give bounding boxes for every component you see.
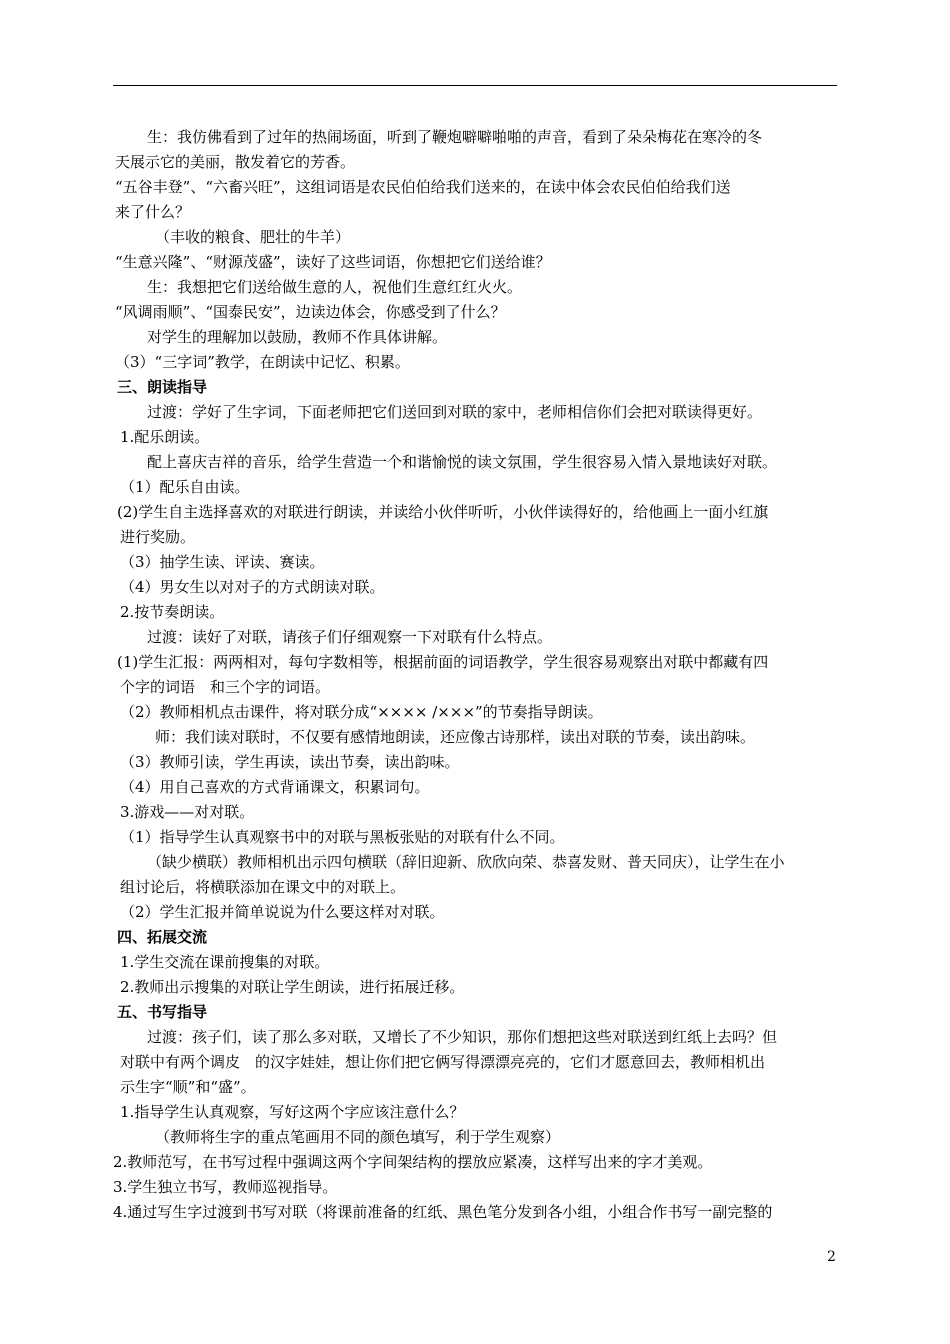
- text-line: （缺少横联）教师相机出示四句横联（辞旧迎新、欣欣向荣、恭喜发财、普天同庆），让学生在小: [147, 853, 785, 871]
- text-line: 2.教师范写，在书写过程中强调这两个字间架结构的摆放应紧凑，这样写出来的字才美观。: [113, 1153, 713, 1171]
- section-heading: 五、书写指导: [117, 1003, 208, 1021]
- text-line: 1.配乐朗读。: [120, 428, 210, 446]
- text-line: 2.教师出示搜集的对联让学生朗读，进行拓展迁移。: [120, 978, 465, 996]
- text-line: 组讨论后，将横联添加在课文中的对联上。: [120, 878, 406, 896]
- text-line: 对联中有两个调皮 的汉字娃娃，想让你们把它俩写得漂漂亮亮的，它们才愿意回去，教师相机出: [120, 1053, 766, 1071]
- text-line: 4.通过写生字过渡到书写对联（将课前准备的红纸、黑色笔分发到各小组，小组合作书写一副完整的: [113, 1203, 773, 1221]
- text-line: “五谷丰登”、“六畜兴旺”，这组词语是农民伯伯给我们送来的，在读中体会农民伯伯给我们送: [115, 178, 731, 196]
- text-line: （4）男女生以对对子的方式朗读对联。: [120, 578, 385, 596]
- header-rule: [113, 85, 837, 86]
- text-line: （丰收的粮食、肥壮的牛羊）: [155, 228, 351, 246]
- text-line: 配上喜庆吉祥的音乐，给学生营造一个和谐愉悦的读文氛围，学生很容易入情入景地读好对联。: [147, 453, 778, 471]
- text-line: 进行奖励。: [120, 528, 196, 546]
- text-line: 2.按节奏朗读。: [120, 603, 225, 621]
- text-line: 天展示它的美丽，散发着它的芳香。: [115, 153, 356, 171]
- text-line: （1）指导学生认真观察书中的对联与黑板张贴的对联有什么不同。: [120, 828, 565, 846]
- text-line: 对学生的理解加以鼓励，教师不作具体讲解。: [147, 328, 448, 346]
- text-line: （2）学生汇报并简单说说为什么要这样对对联。: [120, 903, 445, 921]
- section-heading: 三、朗读指导: [117, 378, 208, 396]
- text-line: （3）“三字词”教学，在朗读中记忆、积累。: [115, 353, 410, 371]
- text-line: 生：我想把它们送给做生意的人，祝他们生意红红火火。: [147, 278, 523, 296]
- text-line: 1.学生交流在课前搜集的对联。: [120, 953, 330, 971]
- text-line: “生意兴隆”、“财源茂盛”，读好了这些词语，你想把它们送给谁？: [115, 253, 551, 271]
- text-line: （3）教师引读，学生再读，读出节奏，读出韵味。: [120, 753, 460, 771]
- text-line: 1.指导学生认真观察，写好这两个字应该注意什么？: [120, 1103, 465, 1121]
- text-line: (1)学生汇报：两两相对，每句字数相等，根据前面的词语教学，学生很容易观察出对联中都藏有四: [117, 653, 769, 671]
- text-line: 过渡：读好了对联，请孩子们仔细观察一下对联有什么特点。: [147, 628, 553, 646]
- text-line: 个字的词语 和三个字的词语。: [120, 678, 331, 696]
- text-line: （1）配乐自由读。: [120, 478, 250, 496]
- text-line: 示生字“顺”和“盛”。: [120, 1078, 256, 1096]
- page-number: 2: [827, 1249, 836, 1265]
- text-line: （教师将生字的重点笔画用不同的颜色填写，利于学生观察）: [155, 1128, 561, 1146]
- text-line: 生：我仿佛看到了过年的热闹场面，听到了鞭炮噼噼啪啪的声音，看到了朵朵梅花在寒冷的冬: [147, 128, 763, 146]
- text-line: （4）用自己喜欢的方式背诵课文，积累词句。: [120, 778, 430, 796]
- text-line: 来了什么？: [115, 203, 191, 221]
- text-line: 过渡：孩子们，读了那么多对联，又增长了不少知识，那你们想把这些对联送到红纸上去吗？但: [147, 1028, 778, 1046]
- text-line: (2)学生自主选择喜欢的对联进行朗读，并读给小伙伴听听，小伙伴读得好的，给他画上一面小红旗: [117, 503, 769, 521]
- text-line: 师：我们读对联时，不仅要有感情地朗读，还应像古诗那样，读出对联的节奏，读出韵味。: [155, 728, 756, 746]
- text-line: （3）抽学生读、评读、赛读。: [120, 553, 325, 571]
- text-line: 3.游戏——对对联。: [120, 803, 255, 821]
- text-line: （2）教师相机点击课件，将对联分成“×××× /×××”的节奏指导朗读。: [120, 703, 603, 721]
- section-heading: 四、拓展交流: [117, 928, 208, 946]
- text-line: 3.学生独立书写，教师巡视指导。: [113, 1178, 338, 1196]
- text-line: “风调雨顺”、“国泰民安”，边读边体会，你感受到了什么？: [115, 303, 506, 321]
- text-line: 过渡：学好了生字词，下面老师把它们送回到对联的家中，老师相信你们会把对联读得更好。: [147, 403, 763, 421]
